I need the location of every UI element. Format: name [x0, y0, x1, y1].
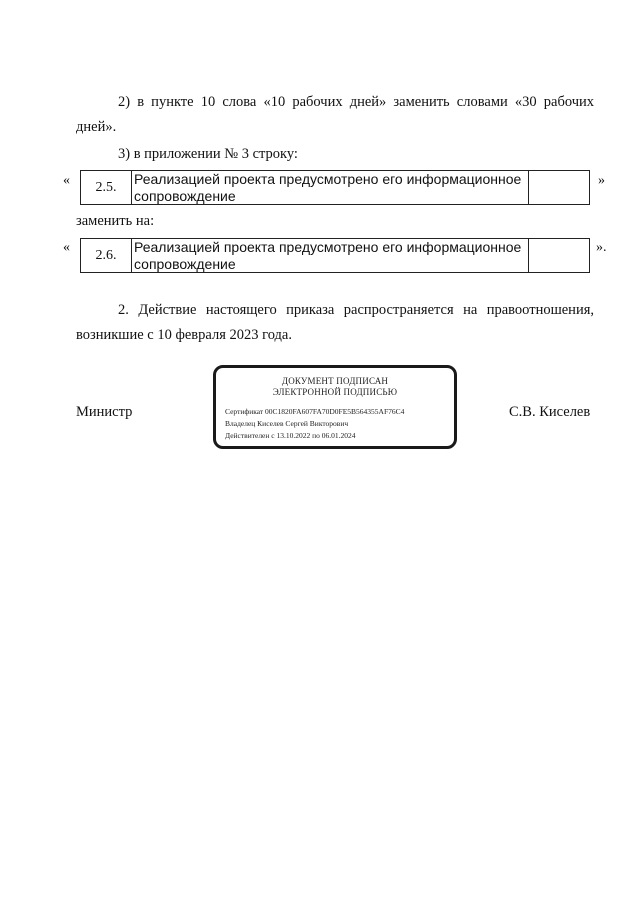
stamp-certificate: Сертификат 00C1820FA607FA70D0FE5B564355AF76C4 [225, 407, 405, 416]
signature-position: Министр [76, 404, 133, 420]
row-text [132, 171, 529, 205]
electronic-signature-stamp [213, 365, 457, 449]
open-quote: « [63, 173, 70, 188]
paragraph-item-2-line2: дней». [76, 119, 117, 135]
row-empty-cell [529, 239, 590, 273]
stamp-title-line1: ДОКУМЕНТ ПОДПИСАН [281, 376, 389, 386]
signature-name: С.В. Киселев [509, 404, 591, 420]
paragraph-item-3: 3) в приложении № 3 строку: [118, 146, 298, 162]
close-quote: ». [596, 240, 607, 255]
final-paragraph-line1: 2. Действие настоящего приказа распространяется на правоотношения, [118, 302, 594, 318]
stamp-title-line2: ЭЛЕКТРОННОЙ ПОДПИСЬЮ [272, 387, 398, 397]
row-text-line1: Реализацией проекта предусмотрено его информационное [134, 171, 522, 188]
old-table-row [80, 170, 590, 205]
open-quote: « [63, 240, 70, 255]
row-number: 2.5. [81, 171, 132, 205]
replace-with-label: заменить на: [76, 213, 155, 229]
row-number: 2.6. [81, 239, 132, 273]
paragraph-item-2-line1: 2) в пункте 10 слова «10 рабочих дней» заменить словами «30 рабочих [118, 94, 594, 110]
stamp-valid: Действителен с 13.10.2022 по 06.01.2024 [225, 431, 356, 440]
stamp-owner: Владелец Киселев Сергей Викторович [225, 419, 349, 428]
row-text-line2: сопровождение [134, 187, 236, 204]
final-paragraph-line2: возникшие с 10 февраля 2023 года. [76, 327, 292, 343]
close-quote: » [598, 173, 605, 188]
row-text-line1: Реализацией проекта предусмотрено его информационное [134, 239, 522, 256]
row-empty-cell [529, 171, 590, 205]
new-table-row [80, 238, 590, 273]
row-text-line2: сопровождение [134, 255, 236, 272]
row-text [132, 239, 529, 273]
